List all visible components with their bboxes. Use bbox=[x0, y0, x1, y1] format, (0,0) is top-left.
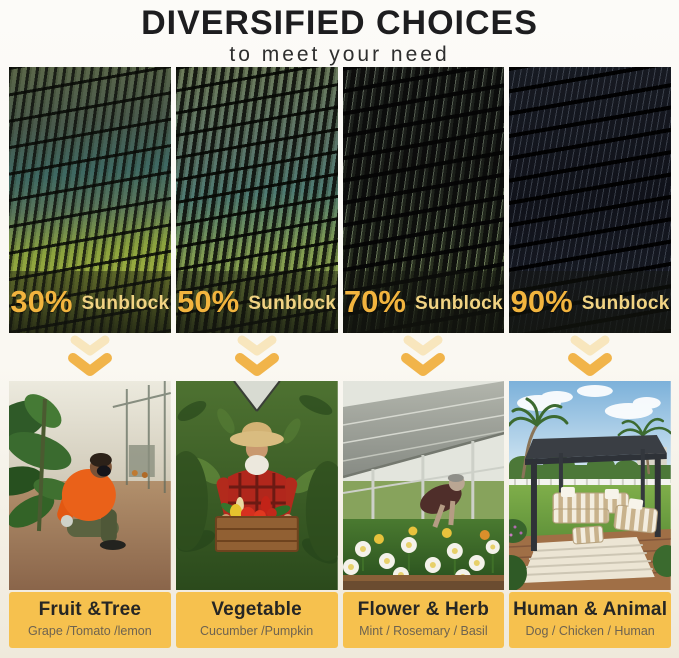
column-50-sunblock bbox=[176, 67, 338, 648]
bed-edge bbox=[343, 575, 505, 582]
chevron-down-icon bbox=[65, 335, 115, 379]
sunblock-text: Sunblock bbox=[414, 292, 503, 314]
sunblock-banner-90 bbox=[509, 271, 671, 333]
sunblock-banner-70 bbox=[343, 271, 505, 333]
category-card-flower-herb bbox=[343, 592, 505, 648]
chevron-down-icon bbox=[232, 335, 282, 379]
category-title: Flower & Herb bbox=[357, 599, 490, 620]
percent-value: 70% bbox=[343, 284, 406, 319]
down-arrow bbox=[9, 333, 171, 381]
column-70-sunblock bbox=[343, 67, 505, 648]
vegetable-garden-scene bbox=[176, 381, 338, 590]
category-card-vegetable bbox=[176, 592, 338, 648]
shade-net-photo-70 bbox=[343, 67, 505, 333]
striped-rug bbox=[521, 537, 655, 583]
columns-grid bbox=[0, 67, 679, 648]
sunblock-banner-50 bbox=[176, 271, 338, 333]
page-subtitle: to meet your need bbox=[229, 42, 450, 66]
chevron-down-icon bbox=[398, 335, 448, 379]
down-arrow bbox=[343, 333, 505, 381]
category-card-fruit-tree bbox=[9, 592, 171, 648]
column-90-sunblock bbox=[509, 67, 671, 648]
column-30-sunblock bbox=[9, 67, 171, 648]
shade-net-photo-30 bbox=[9, 67, 171, 333]
photo-vegetable bbox=[176, 381, 338, 590]
page-title: DIVERSIFIED CHOICES bbox=[141, 4, 538, 42]
photo-fruit-tree bbox=[9, 381, 171, 590]
photo-flower-herb bbox=[343, 381, 505, 590]
sunblock-text: Sunblock bbox=[248, 292, 337, 314]
pergola-patio-scene bbox=[509, 381, 671, 590]
photo-human-animal bbox=[509, 381, 671, 590]
sunblock-text: Sunblock bbox=[581, 292, 670, 314]
category-title: Vegetable bbox=[211, 599, 302, 620]
category-examples: Mint / Rosemary / Basil bbox=[359, 623, 488, 638]
shade-net-photo-50 bbox=[176, 67, 338, 333]
percent-value: 30% bbox=[10, 284, 73, 319]
category-title: Fruit &Tree bbox=[38, 599, 142, 620]
category-examples: Dog / Chicken / Human bbox=[525, 623, 655, 638]
header bbox=[0, 0, 679, 67]
category-examples: Grape /Tomato /lemon bbox=[28, 623, 152, 638]
down-arrow bbox=[509, 333, 671, 381]
sunblock-banner-30 bbox=[9, 271, 171, 333]
percent-value: 50% bbox=[177, 284, 240, 319]
down-arrow bbox=[176, 333, 338, 381]
flower-nursery-scene bbox=[343, 381, 505, 590]
greenhouse-scene bbox=[9, 381, 171, 590]
category-card-human-animal bbox=[509, 592, 671, 648]
sunblock-text: Sunblock bbox=[81, 292, 170, 314]
category-examples: Cucumber /Pumpkin bbox=[200, 623, 314, 638]
category-title: Human & Animal bbox=[513, 599, 668, 620]
chevron-down-icon bbox=[565, 335, 615, 379]
shade-net-photo-90 bbox=[509, 67, 671, 333]
percent-value: 90% bbox=[510, 284, 573, 319]
